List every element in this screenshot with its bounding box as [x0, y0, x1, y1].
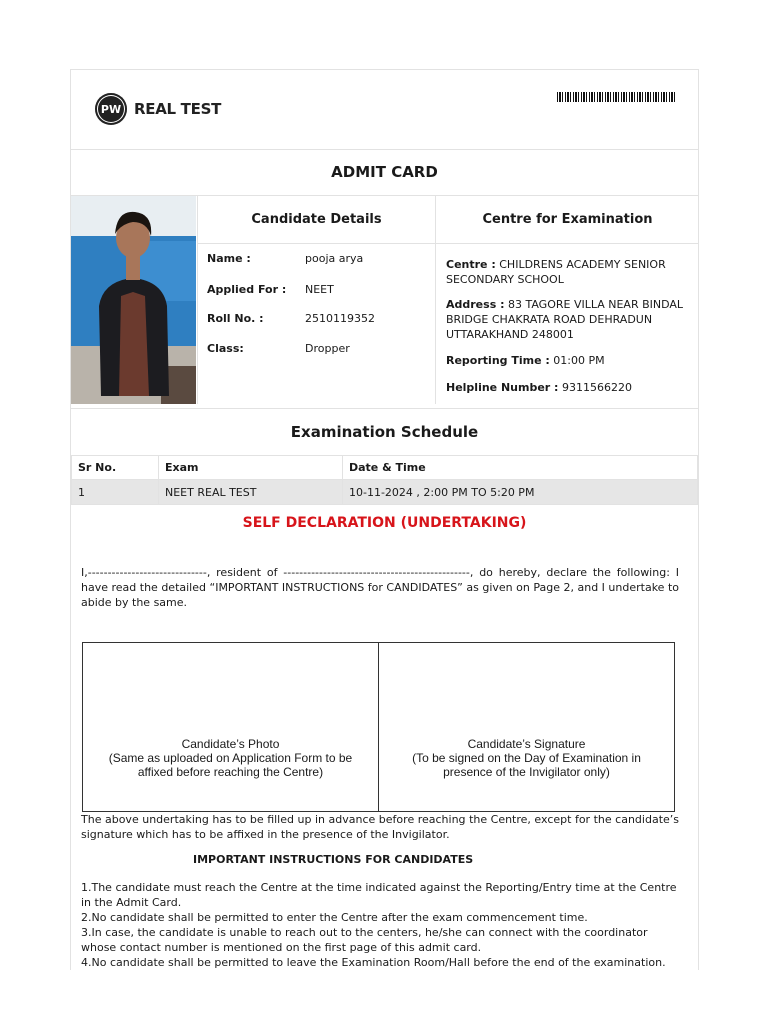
instructions-list	[81, 880, 679, 970]
centre-name	[446, 257, 686, 287]
pw-logo-icon: PW	[95, 93, 127, 125]
list-item: 2.No candidate shall be permitted to enter the Centre after the exam commencement time.	[81, 911, 588, 924]
address-label: Address :	[446, 298, 505, 311]
class-label: Class:	[207, 342, 244, 355]
centre-address	[446, 297, 686, 342]
helpline-value: 9311566220	[561, 381, 632, 394]
candidate-details	[197, 196, 435, 404]
centre-details	[435, 196, 699, 404]
declaration-heading: SELF DECLARATION (UNDERTAKING)	[242, 515, 527, 531]
sr-no-cell: 1	[72, 480, 159, 505]
centre-value: CHILDRENS ACADEMY SENIOR SECONDARY SCHOOL	[446, 258, 666, 286]
col-exam: Exam	[159, 456, 343, 480]
barcode-icon	[557, 92, 675, 102]
undertaking-boxes	[82, 642, 675, 812]
list-item: 4.No candidate shall be permitted to leave the Examination Room/Hall before the end of the examination.	[81, 956, 666, 969]
instructions-heading: IMPORTANT INSTRUCTIONS FOR CANDIDATES	[193, 853, 474, 866]
photo-box-line-2: (Same as uploaded on Application Form to be	[108, 751, 353, 765]
schedule-table	[71, 455, 698, 505]
candidate-details-heading: Candidate Details	[198, 196, 435, 244]
col-sr-no: Sr No.	[72, 456, 159, 480]
signature-box-line-3: presence of the Invigilator only)	[443, 765, 610, 779]
address-value: 83 TAGORE VILLA NEAR BINDAL BRIDGE CHAKRATA ROAD DEHRADUN UTTARAKHAND 248001	[446, 298, 684, 341]
name-value: pooja arya	[305, 252, 364, 265]
table-row	[72, 480, 698, 505]
roll-no-value: 2510119352	[305, 312, 375, 325]
reporting-time	[446, 353, 686, 368]
centre-heading: Centre for Examination	[436, 196, 699, 244]
header	[71, 70, 698, 150]
centre-label: Centre :	[446, 258, 496, 271]
admit-card	[70, 69, 699, 970]
detail-row-class	[207, 342, 350, 355]
reporting-time-label: Reporting Time :	[446, 354, 550, 367]
date-time-cell: 10-11-2024 , 2:00 PM TO 5:20 PM	[343, 480, 698, 505]
schedule-heading: Examination Schedule	[71, 408, 698, 455]
candidate-photo-image	[71, 196, 196, 404]
roll-no-label: Roll No. :	[207, 312, 264, 325]
applied-for-label: Applied For :	[207, 283, 287, 296]
detail-row-applied-for	[207, 283, 334, 296]
class-value: Dropper	[305, 342, 350, 355]
brand-name: REAL TEST	[134, 100, 221, 118]
declaration-text: I,------------------------------, resident of -----------------------------------------------, do hereby, declare the following: I have read the detailed “IMPORTANT INSTRUCTIONS for CANDIDATES” as given on Page 2, and I undertake to abide by the same.	[81, 566, 679, 609]
brand-logo	[95, 93, 221, 125]
col-date-time: Date & Time	[343, 456, 698, 480]
photo-box-title: Candidate’s Photo	[181, 737, 280, 751]
helpline-number	[446, 380, 686, 395]
exam-cell: NEET REAL TEST	[159, 480, 343, 505]
signature-box-title: Candidate’s Signature	[467, 737, 586, 751]
signature-box-line-2: (To be signed on the Day of Examination in	[412, 751, 641, 765]
signature-box	[378, 643, 674, 811]
list-item: 3.In case, the candidate is unable to reach out to the centers, he/she can connect with the coordinator whose contact number is mentioned on the first page of this admit card.	[81, 926, 648, 954]
detail-row-name	[207, 252, 363, 265]
photo-box	[83, 643, 378, 811]
name-label: Name :	[207, 252, 251, 265]
candidate-photo	[71, 196, 196, 404]
list-item: 1.The candidate must reach the Centre at the time indicated against the Reporting/Entry time at the Centre in the Admit Card.	[81, 881, 677, 909]
schedule-header-row	[72, 456, 698, 480]
page-title: ADMIT CARD	[71, 149, 698, 196]
reporting-time-value: 01:00 PM	[553, 354, 605, 367]
undertaking-note: The above undertaking has to be filled up in advance before reaching the Centre, except for the candidate’s signature which has to be affixed in the presence of the Invigilator.	[81, 813, 679, 841]
applied-for-value: NEET	[305, 283, 334, 296]
helpline-label: Helpline Number :	[446, 381, 559, 394]
detail-row-roll-no	[207, 312, 375, 325]
photo-box-line-3: affixed before reaching the Centre)	[137, 765, 324, 779]
